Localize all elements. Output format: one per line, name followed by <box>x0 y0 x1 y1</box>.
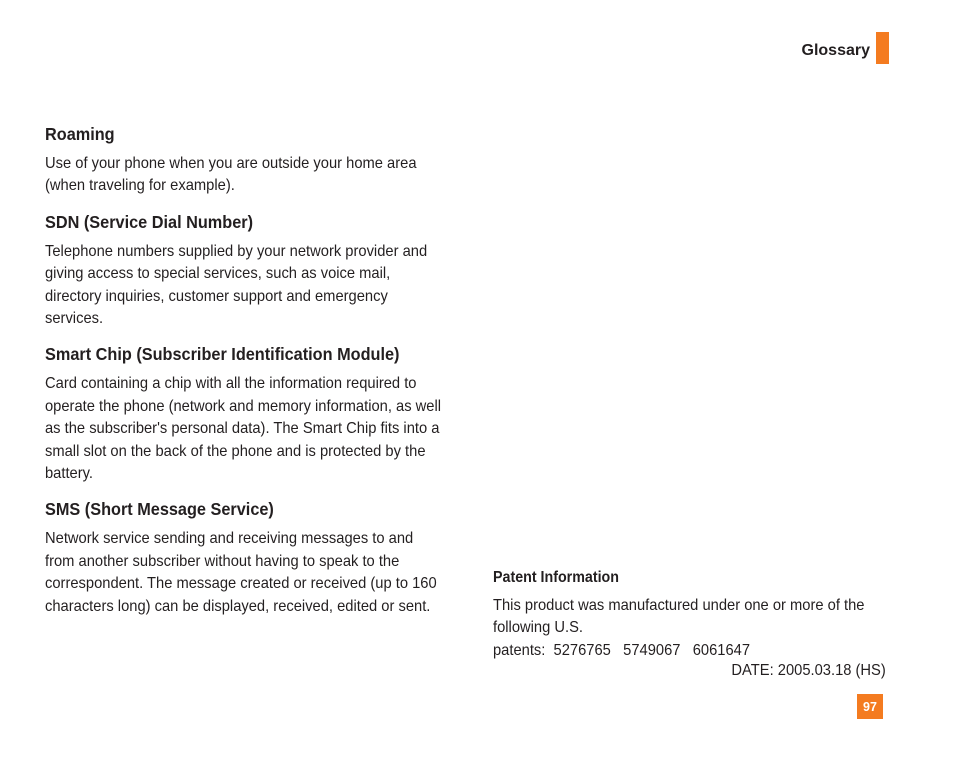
term-body-smart-chip: Card containing a chip with all the information required to operate the phone (network and memory information, as well as the subscriber's personal data). The Smart Chip fits into a small slot on the back of the phone and is protected by the battery. <box>45 375 442 483</box>
section-tab-marker <box>876 32 889 64</box>
term-body-roaming: Use of your phone when you are outside your home area (when traveling for example). <box>45 155 417 195</box>
patent-numbers: patents: 5276765 5749067 6061647 <box>493 641 751 659</box>
page-number-badge: 97 <box>857 694 883 719</box>
patent-heading: Patent Information <box>493 569 619 586</box>
section-title: Glossary <box>801 42 870 59</box>
term-heading-smart-chip: Smart Chip (Subscriber Identification Module) <box>45 344 400 365</box>
glossary-column <box>45 124 445 632</box>
patent-body: This product was manufactured under one or more of the following U.S. <box>493 597 865 637</box>
page-header <box>802 32 889 64</box>
term-body-sms: Network service sending and receiving messages to and from another subscriber without having to speak to the correspondent. The message created or received (up to 160 characters long) can be displayed, received, edited or sent. <box>45 530 437 615</box>
term-body-sdn: Telephone numbers supplied by your network provider and giving access to special services, such as voice mail, directory inquiries, customer support and emergency services. <box>45 242 428 328</box>
patent-date: DATE: 2005.03.18 (HS) <box>731 662 886 679</box>
term-heading-sdn: SDN (Service Dial Number) <box>45 211 254 232</box>
term-heading-sms: SMS (Short Message Service) <box>45 499 274 520</box>
patent-information <box>493 569 893 679</box>
term-heading-roaming: Roaming <box>45 124 115 144</box>
